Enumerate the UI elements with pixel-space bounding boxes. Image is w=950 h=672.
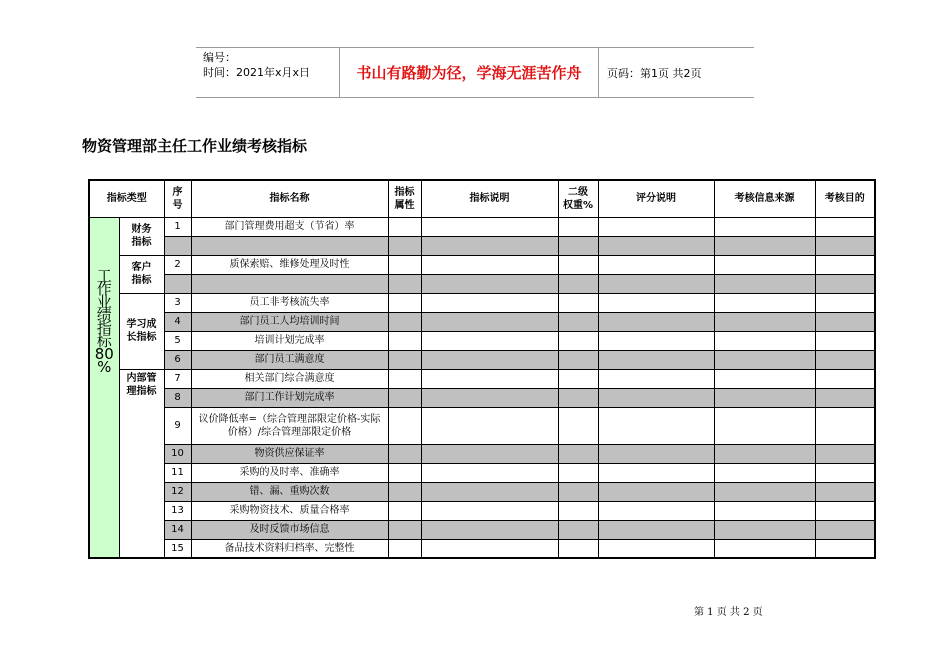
table-row	[89, 482, 875, 501]
col-header-source: 考核信息来源	[714, 180, 815, 217]
category-internal: 内部管 理指标	[119, 369, 164, 558]
row-no: 6	[164, 350, 191, 369]
table-row	[89, 274, 875, 293]
category-learning: 学习成 长指标	[119, 293, 164, 369]
row-name	[191, 274, 388, 293]
row-no: 14	[164, 520, 191, 539]
row-no: 8	[164, 388, 191, 407]
table-header-row	[89, 180, 875, 217]
col-header-name: 指标名称	[191, 180, 388, 217]
row-name: 物资供应保证率	[191, 444, 388, 463]
page-info: 页码：第1页 共2页	[607, 67, 702, 80]
kpi-table	[88, 179, 876, 559]
col-header-purpose: 考核目的	[815, 180, 875, 217]
row-no: 3	[164, 293, 191, 312]
row-no: 13	[164, 501, 191, 520]
row-no: 15	[164, 539, 191, 558]
row-name: 采购物资技术、质量合格率	[191, 501, 388, 520]
row-no: 5	[164, 331, 191, 350]
table-row	[89, 369, 875, 388]
col-header-seq: 序 号	[164, 180, 191, 217]
col-header-desc: 指标说明	[421, 180, 558, 217]
row-name	[191, 236, 388, 255]
document-header	[196, 47, 754, 98]
table-row	[89, 388, 875, 407]
row-name: 错、漏、重购次数	[191, 482, 388, 501]
row-no	[164, 236, 191, 255]
row-no: 12	[164, 482, 191, 501]
row-name: 部门员工人均培训时间	[191, 312, 388, 331]
row-no: 10	[164, 444, 191, 463]
table-row	[89, 217, 875, 236]
row-no: 9	[164, 407, 191, 444]
row-no: 11	[164, 463, 191, 482]
motto-text: 书山有路勤为径，学海无涯苦作舟	[356, 64, 582, 82]
table-row	[89, 255, 875, 274]
header-page-cell	[599, 48, 754, 97]
row-name: 部门工作计划完成率	[191, 388, 388, 407]
row-name: 培训计划完成率	[191, 331, 388, 350]
header-meta	[196, 48, 339, 97]
table-row	[89, 312, 875, 331]
category-customer: 客户 指标	[119, 255, 164, 293]
col-header-weight: 二级 权重%	[558, 180, 598, 217]
row-name: 备品技术资料归档率、完整性	[191, 539, 388, 558]
row-no: 4	[164, 312, 191, 331]
page-footer: 第 1 页 共 2 页	[694, 607, 763, 618]
group-label-performance: 工 作 业 绩 指 标 80 %	[89, 217, 119, 558]
table-row	[89, 463, 875, 482]
col-header-attr: 指标 属性	[388, 180, 421, 217]
table-row	[89, 236, 875, 255]
row-no: 7	[164, 369, 191, 388]
row-no	[164, 274, 191, 293]
table-row	[89, 539, 875, 558]
table-row	[89, 331, 875, 350]
table-row	[89, 520, 875, 539]
table-row	[89, 501, 875, 520]
row-name: 采购的及时率、准确率	[191, 463, 388, 482]
table-row	[89, 444, 875, 463]
row-name: 质保索赔、维修处理及时性	[191, 255, 388, 274]
row-name: 部门员工满意度	[191, 350, 388, 369]
row-name: 议价降低率=（综合管理部限定价格-实际价格）/综合管理部限定价格	[191, 407, 388, 444]
row-name: 部门管理费用超支（节省）率	[191, 217, 388, 236]
table-row	[89, 407, 875, 444]
col-header-type: 指标类型	[89, 180, 164, 217]
time-label: 时间：2021年x月x日	[203, 66, 311, 79]
header-motto-cell	[339, 48, 599, 97]
page-title: 物资管理部主任工作业绩考核指标	[82, 137, 308, 155]
col-header-scoring: 评分说明	[598, 180, 714, 217]
category-finance: 财务 指标	[119, 217, 164, 255]
row-name: 相关部门综合满意度	[191, 369, 388, 388]
row-no: 1	[164, 217, 191, 236]
table-row	[89, 293, 875, 312]
number-label: 编号：	[203, 51, 236, 64]
table-row	[89, 350, 875, 369]
row-no: 2	[164, 255, 191, 274]
row-name: 及时反馈市场信息	[191, 520, 388, 539]
row-name: 员工非考核流失率	[191, 293, 388, 312]
